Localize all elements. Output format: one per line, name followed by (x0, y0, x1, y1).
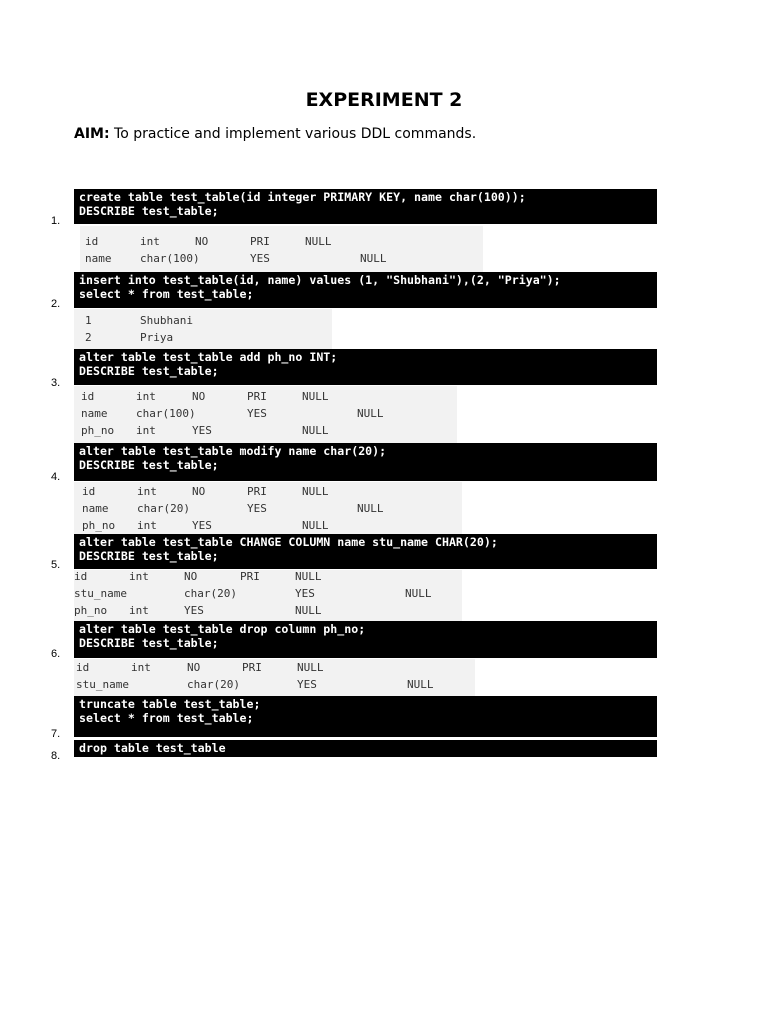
sql-command-block (74, 443, 657, 481)
output-cell: 1 (85, 314, 92, 327)
output-cell: char(20) (187, 678, 240, 691)
sql-line: select * from test_table; (79, 711, 254, 725)
output-cell: PRI (247, 485, 267, 498)
sql-command-block (74, 621, 657, 658)
sql-line: alter table test_table CHANGE COLUMN name stu_name CHAR(20); (79, 535, 498, 549)
step-number: 4. (51, 471, 61, 483)
output-cell: NULL (405, 587, 432, 600)
query-output (74, 570, 462, 625)
output-cell: YES (184, 604, 204, 617)
output-cell: name (81, 407, 108, 420)
output-cell: NULL (360, 252, 387, 265)
sql-command-block (74, 696, 657, 737)
output-cell: int (136, 424, 156, 437)
output-cell: NULL (407, 678, 434, 691)
output-cell: NULL (305, 235, 332, 248)
query-output (74, 386, 457, 445)
output-cell: id (85, 235, 99, 248)
output-cell: int (129, 604, 149, 617)
sql-line: truncate table test_table; (79, 697, 261, 711)
query-output (80, 226, 483, 273)
output-cell: int (137, 519, 157, 532)
step-number: 3. (51, 377, 61, 389)
output-cell: NULL (295, 570, 322, 583)
query-output (74, 659, 475, 699)
aim-text: To practice and implement various DDL commands. (109, 126, 477, 142)
output-cell: Shubhani (140, 314, 193, 327)
sql-line: insert into test_table(id, name) values (1, "Shubhani"),(2, "Priya"); (79, 273, 561, 287)
query-output (74, 482, 462, 540)
output-cell: int (140, 235, 160, 248)
output-cell: char(100) (140, 252, 200, 265)
step-number: 2. (51, 298, 61, 310)
output-cell: int (136, 390, 156, 403)
output-cell: NULL (357, 502, 384, 515)
output-cell: char(20) (137, 502, 190, 515)
output-cell: id (74, 570, 88, 583)
output-cell: id (82, 485, 96, 498)
sql-line: alter table test_table modify name char(20); (79, 444, 387, 458)
output-cell: PRI (250, 235, 270, 248)
output-cell: NULL (302, 485, 329, 498)
sql-line: DESCRIBE test_table; (79, 458, 219, 472)
output-cell: id (76, 661, 90, 674)
sql-line: create table test_table(id integer PRIMARY KEY, name char(100)); (79, 190, 526, 204)
output-cell: NULL (297, 661, 324, 674)
output-cell: name (82, 502, 109, 515)
query-output (74, 309, 332, 352)
output-cell: YES (295, 587, 315, 600)
output-cell: YES (192, 424, 212, 437)
output-cell: name (85, 252, 112, 265)
output-cell: NULL (357, 407, 384, 420)
output-cell: char(100) (136, 407, 196, 420)
output-cell: PRI (247, 390, 267, 403)
output-cell: YES (297, 678, 317, 691)
output-cell: NO (192, 390, 206, 403)
output-cell: stu_name (74, 587, 127, 600)
output-cell: PRI (240, 570, 260, 583)
output-cell: NO (195, 235, 209, 248)
step-number: 1. (51, 215, 61, 227)
output-cell: PRI (242, 661, 262, 674)
output-cell: NO (192, 485, 206, 498)
step-number: 8. (51, 750, 61, 762)
step-number: 7. (51, 728, 61, 740)
output-cell: int (137, 485, 157, 498)
output-cell: NO (187, 661, 201, 674)
sql-command-block (74, 189, 657, 224)
sql-command-block (74, 272, 657, 308)
output-cell: int (131, 661, 151, 674)
output-cell: char(20) (184, 587, 237, 600)
sql-command-block (74, 534, 657, 569)
sql-line: DESCRIBE test_table; (79, 364, 219, 378)
block-divider (74, 738, 657, 739)
output-cell: stu_name (76, 678, 129, 691)
sql-line: select * from test_table; (79, 287, 254, 301)
output-cell: NULL (302, 390, 329, 403)
step-number: 5. (51, 559, 61, 571)
output-cell: NO (184, 570, 198, 583)
output-cell: ph_no (82, 519, 116, 532)
output-cell: int (129, 570, 149, 583)
sql-command-block (74, 349, 657, 385)
page-title: EXPERIMENT 2 (305, 89, 463, 111)
output-cell: Priya (140, 331, 174, 344)
sql-line: DESCRIBE test_table; (79, 549, 219, 563)
sql-line: drop table test_table (79, 741, 226, 755)
output-cell: id (81, 390, 95, 403)
output-cell: YES (250, 252, 270, 265)
output-cell: YES (247, 407, 267, 420)
output-cell: YES (192, 519, 212, 532)
output-cell: ph_no (81, 424, 115, 437)
step-number: 6. (51, 648, 61, 660)
sql-command-block (74, 740, 657, 757)
output-cell: 2 (85, 331, 92, 344)
aim-label: AIM: (74, 126, 110, 142)
sql-line: DESCRIBE test_table; (79, 204, 219, 218)
sql-line: alter table test_table add ph_no INT; (79, 350, 338, 364)
output-cell: YES (247, 502, 267, 515)
output-cell: NULL (302, 519, 329, 532)
sql-line: alter table test_table drop column ph_no; (79, 622, 366, 636)
output-cell: ph_no (74, 604, 108, 617)
output-cell: NULL (295, 604, 322, 617)
output-cell: NULL (302, 424, 329, 437)
sql-line: DESCRIBE test_table; (79, 636, 219, 650)
aim-line (74, 126, 476, 142)
